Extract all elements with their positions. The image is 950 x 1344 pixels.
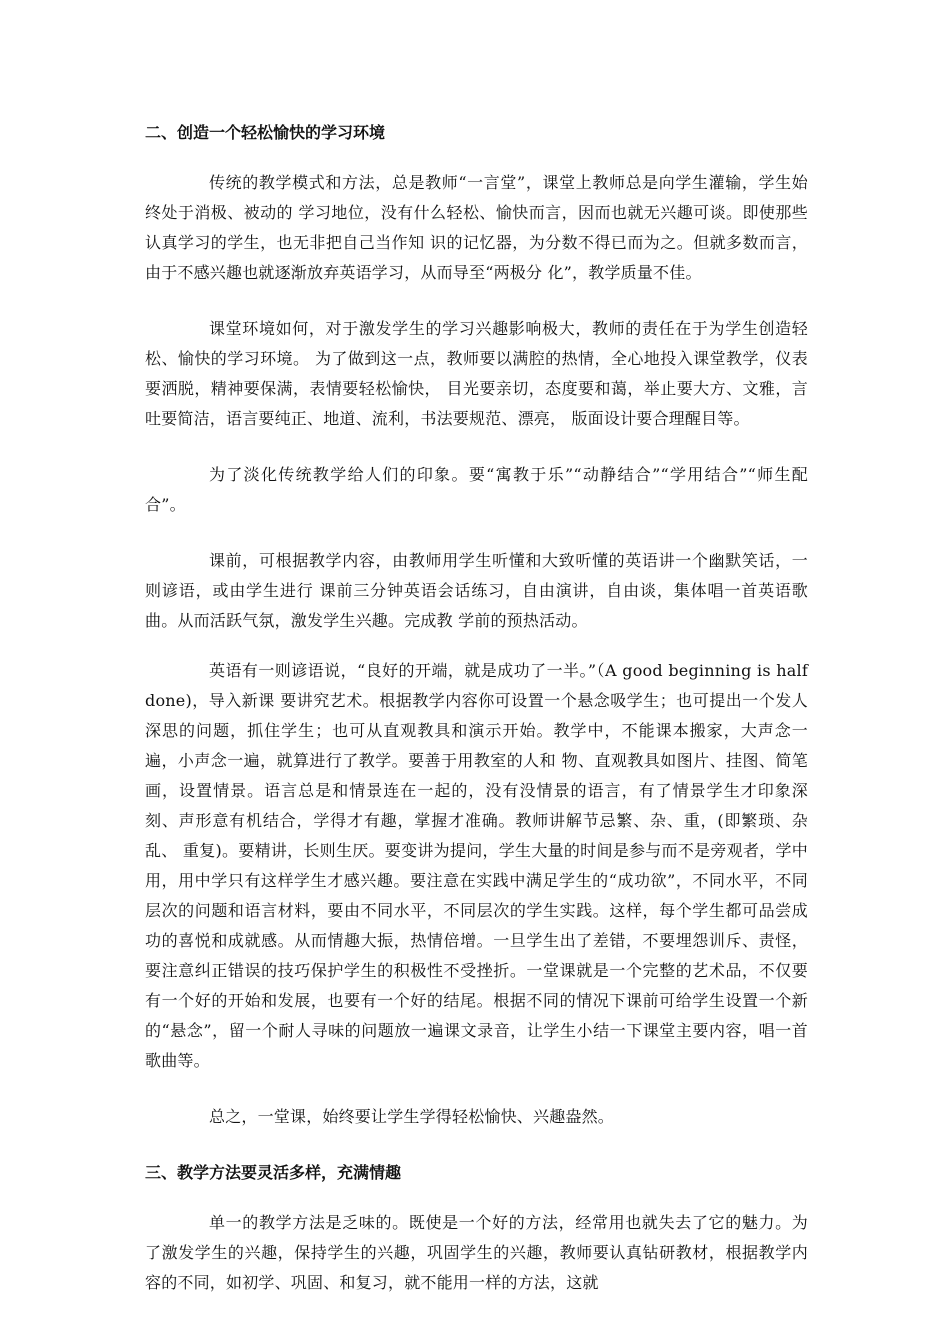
spacer: [145, 434, 808, 460]
spacer: [145, 636, 808, 656]
spacer: [145, 148, 808, 168]
paragraph-classroom-environment: 课堂环境如何，对于激发学生的学习兴趣影响极大，教师的责任在于为学生创造轻松、愉快的学习环境。 为了做到这一点，教师要以满腔的热情，全心地投入课堂教学，仪表要洒脱，精神要保满，表情要轻松愉快， 目光要亲切，态度要和蔼，举止要大方、文雅，言吐要简洁，语言要纯正、地道、流利，书法要规范、漂亮， 版面设计要合理醒目等。: [145, 319, 808, 428]
spacer: [145, 288, 808, 314]
paragraph-before-class: 课前，可根据教学内容，由教师用学生听懂和大致听懂的英语讲一个幽默笑话，一则谚语，或由学生进行 课前三分钟英语会话练习，自由演讲，自由谈，集体唱一首英语歌曲。从而活跃气氛，激发学生兴趣。完成教 学前的预热活动。: [145, 551, 808, 630]
section-heading-3: 三、教学方法要灵活多样，充满情趣: [145, 1163, 402, 1182]
spacer: [145, 1132, 808, 1158]
paragraph-fun-learning: 为了淡化传统教学给人们的印象。要“寓教于乐”“动静结合”“学用结合”“师生配合”。: [145, 465, 808, 514]
paragraph-varied-methods: 单一的教学方法是乏味的。既使是一个好的方法，经常用也就失去了它的魅力。为了激发学生的兴趣，保持学生的兴趣，巩固学生的兴趣，教师要认真钻研教材，根据教学内容的不同，如初学、巩固、和复习，就不能用一样的方法，这就: [145, 1213, 808, 1292]
spacer: [145, 520, 808, 546]
document-page: [145, 118, 808, 1298]
section-heading-2: 二、创造一个轻松愉快的学习环境: [145, 123, 386, 142]
paragraph-traditional-methods: 传统的教学模式和方法，总是教师“一言堂”，课堂上教师总是向学生灌输，学生始终处于消极、被动的 学习地位，没有什么轻松、愉快而言，因而也就无兴趣可谈。即使那些认真学习的学生，也无非把自己当作知 识的记忆器，为分数不得已而为之。但就多数而言，由于不感兴趣也就逐渐放弃英语学习，从而导至“两极分 化”，教学质量不佳。: [145, 173, 808, 282]
paragraph-summary: 总之，一堂课，始终要让学生学得轻松愉快、兴趣盎然。: [209, 1107, 615, 1126]
paragraph-good-beginning: 英语有一则谚语说，“良好的开端，就是成功了一半。”（A good beginning is half done)，导入新课 要讲究艺术。根据教学内容你可设置一个悬念吸学生；也可提出一个发人深思的问题，抓住学生；也可从直观教具和演示开始。教学中，不能课本搬家，大声念一遍，小声念一遍，就算进行了教学。要善于用教室的人和 物、直观教具如图片、挂图、简笔画，设置情景。语言总是和情景连在一起的，没有没情景的语言，有了情景学生才印象深刻、声形意有机结合，学得才有趣，掌握才准确。教师讲解节忌繁、杂、重，(即繁琐、杂乱、 重复)。要精讲，长则生厌。要变讲为提问，学生大量的时间是参与而不是旁观者，学中用，用中学只有这样学生才感兴趣。要注意在实践中满足学生的“成功欲”，不同水平，不同层次的问题和语言材料，要由不同水平，不同层次的学生实践。这样，每个学生都可品尝成功的喜悦和成就感。从而情趣大振，热情倍增。一旦学生出了差错，不要埋怨训斥、责怪，要注意纠正错误的技巧保护学生的积极性不受挫折。一堂课就是一个完整的艺术品，不仅要有一个好的开始和发展，也要有一个好的结尾。根据不同的情况下课前可给学生设置一个新的“悬念”，留一个耐人寻味的问题放一遍课文录音，让学生小结一下课堂主要内容，唱一首歌曲等。: [145, 661, 808, 1070]
spacer: [145, 1188, 808, 1208]
spacer: [145, 1076, 808, 1102]
